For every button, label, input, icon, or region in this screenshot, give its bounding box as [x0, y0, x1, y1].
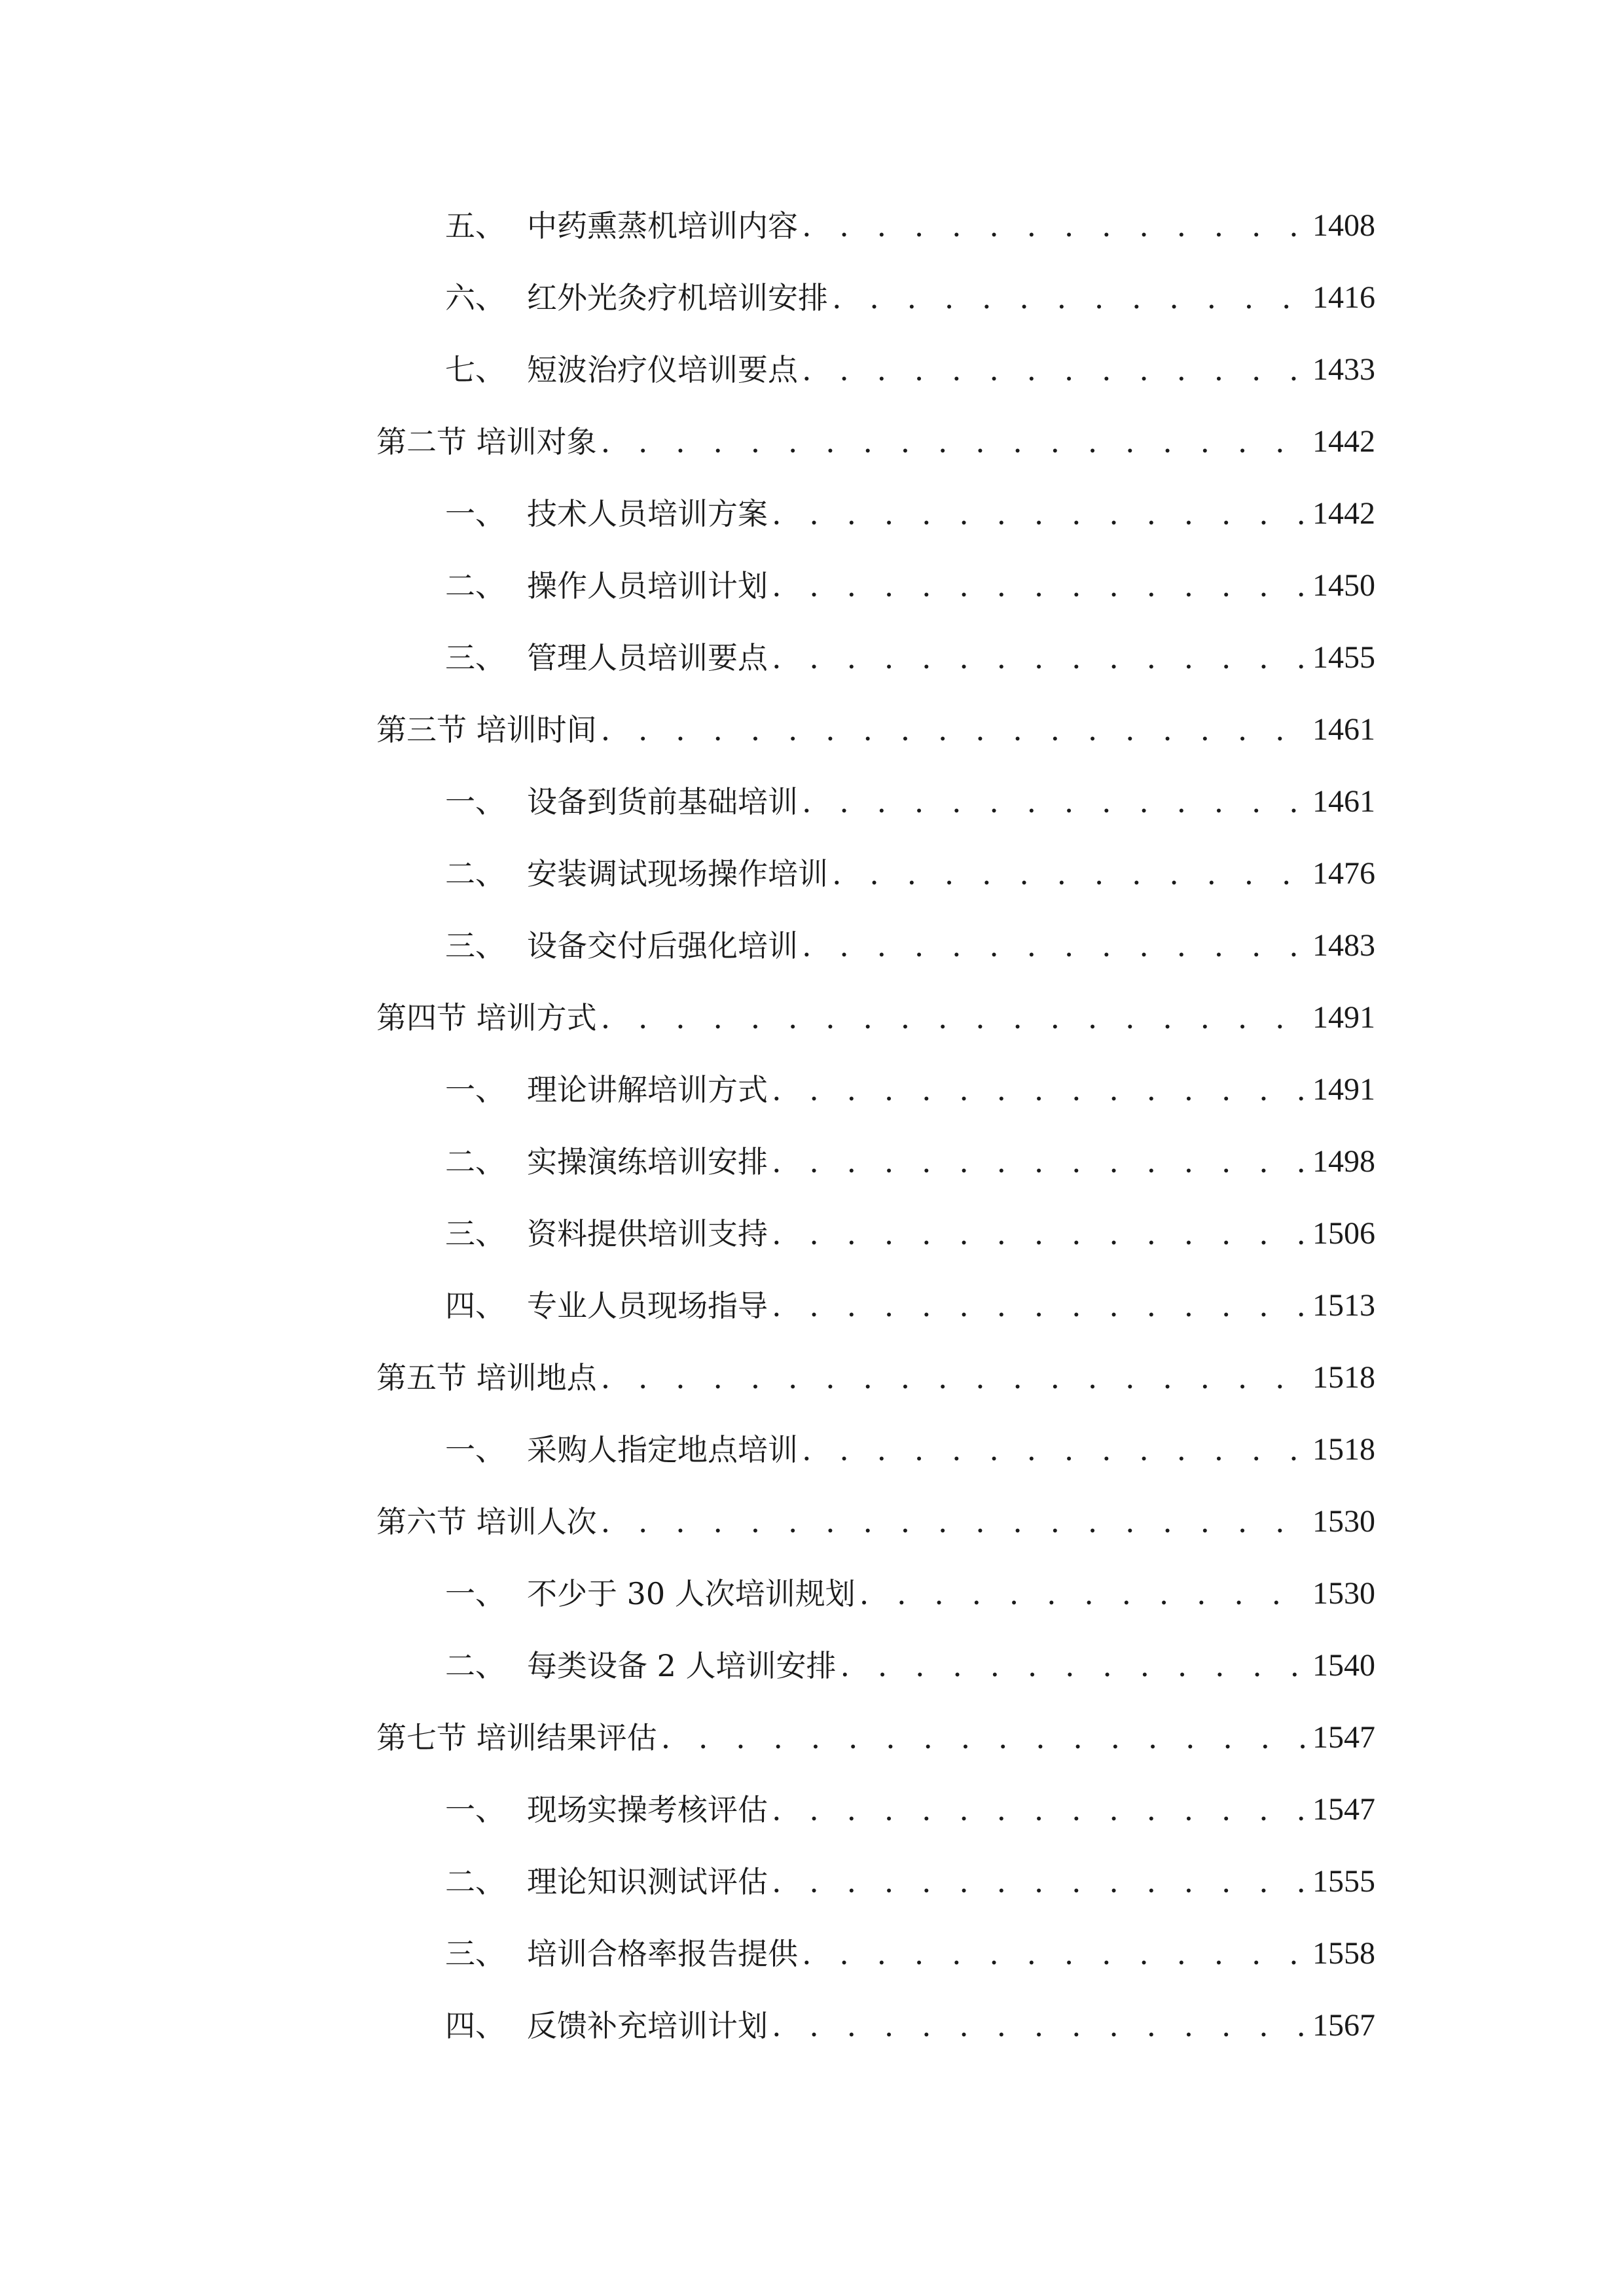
toc-section-entry[interactable]: [376, 1499, 1375, 1545]
toc-entry-title: 红外光灸疗机培训安排: [527, 280, 828, 315]
toc-entry[interactable]: [445, 347, 1375, 393]
toc-entry-page: 1558: [1312, 1936, 1375, 1971]
dot-leader: [840, 1643, 1306, 1689]
dot-leader: [772, 1283, 1306, 1329]
toc-section-entry[interactable]: [376, 707, 1375, 753]
toc-entry-page: 1483: [1312, 928, 1375, 963]
toc-entry-title: 第七节 培训结果评估: [376, 1720, 657, 1755]
toc-entry[interactable]: [445, 923, 1375, 969]
toc-entry[interactable]: [445, 203, 1375, 249]
dot-leader: [772, 2003, 1306, 2049]
toc-entry-number: 一、: [445, 496, 505, 531]
toc-entry-title: 专业人员现场指导: [527, 1288, 768, 1323]
toc-entry-title: 第三节 培训时间: [376, 712, 597, 747]
toc-entry-title: 资料提供培训支持: [527, 1216, 768, 1251]
toc-entry-title: 管理人员培训要点: [527, 640, 768, 675]
toc-entry-title: 第四节 培训方式: [376, 1000, 597, 1035]
dot-leader: [772, 491, 1306, 537]
toc-entry-page: 1476: [1312, 856, 1375, 891]
toc-entry-page: 1491: [1312, 1072, 1375, 1107]
toc-section-entry[interactable]: [376, 995, 1375, 1041]
toc-entry[interactable]: [445, 779, 1375, 825]
dot-leader: [802, 347, 1306, 393]
toc-entry[interactable]: [445, 563, 1375, 609]
toc-entry-number: 二、: [445, 568, 505, 603]
toc-entry-page: 1450: [1312, 568, 1375, 603]
toc-entry-number: 六、: [445, 280, 505, 315]
toc-entry-title: 培训合格率报告提供: [527, 1936, 798, 1971]
dot-leader: [661, 1715, 1306, 1761]
toc-entry-page: 1442: [1312, 496, 1375, 531]
toc-entry-number: 三、: [445, 928, 505, 963]
toc-entry[interactable]: [445, 1787, 1375, 1833]
toc-entry-page: 1518: [1312, 1360, 1375, 1395]
toc-entry-number: 一、: [445, 1072, 505, 1107]
toc-entry-number: 四、: [445, 2008, 505, 2043]
toc-entry[interactable]: [445, 851, 1375, 897]
dot-leader: [772, 563, 1306, 609]
toc-entry-page: 1506: [1312, 1216, 1375, 1251]
toc-entry-page: 1416: [1312, 280, 1375, 315]
toc-entry-page: 1408: [1312, 208, 1375, 243]
toc-entry[interactable]: [445, 1283, 1375, 1329]
toc-entry-title: 第六节 培训人次: [376, 1504, 597, 1539]
toc-entry-page: 1547: [1312, 1720, 1375, 1755]
dot-leader: [832, 275, 1306, 321]
toc-section-entry[interactable]: [376, 1355, 1375, 1401]
toc-entry-title: 采购人指定地点培训: [527, 1432, 798, 1467]
toc-entry[interactable]: [445, 275, 1375, 321]
toc-entry-number: 七、: [445, 352, 505, 387]
dot-leader: [772, 1859, 1306, 1905]
toc-entry-page: 1518: [1312, 1432, 1375, 1467]
toc-entry-number: 一、: [445, 1792, 505, 1827]
toc-entry[interactable]: [445, 1859, 1375, 1905]
toc-entry-page: 1567: [1312, 2008, 1375, 2043]
toc-entry[interactable]: [445, 1067, 1375, 1113]
dot-leader: [802, 923, 1306, 969]
toc-entry-page: 1513: [1312, 1288, 1375, 1323]
dot-leader: [772, 1787, 1306, 1833]
toc-entry-page: 1455: [1312, 640, 1375, 675]
toc-entry-number: 一、: [445, 1432, 505, 1467]
toc-entry-title: 第五节 培训地点: [376, 1360, 597, 1395]
toc-entry-title: 现场实操考核评估: [527, 1792, 768, 1827]
toc-entry-number: 二、: [445, 1648, 505, 1683]
dot-leader: [601, 419, 1306, 465]
dot-leader: [772, 635, 1306, 681]
toc-entry[interactable]: [445, 2003, 1375, 2049]
toc-entry-title: 反馈补充培训计划: [527, 2008, 768, 2043]
toc-entry-page: 1547: [1312, 1792, 1375, 1827]
toc-entry-number: 二、: [445, 1144, 505, 1179]
dot-leader: [601, 1355, 1306, 1401]
toc-entry-title: 第二节 培训对象: [376, 424, 597, 459]
toc-entry[interactable]: [445, 635, 1375, 681]
toc-entry-title: 设备交付后强化培训: [527, 928, 798, 963]
toc-entry-page: 1555: [1312, 1864, 1375, 1899]
toc-entry[interactable]: [445, 1427, 1375, 1473]
toc-entry[interactable]: [445, 491, 1375, 537]
toc-entry-page: 1433: [1312, 352, 1375, 387]
toc-entry-title: 操作人员培训计划: [527, 568, 768, 603]
dot-leader: [601, 1499, 1306, 1545]
toc-entry-number: 五、: [445, 208, 505, 243]
toc-entry-title: 理论讲解培训方式: [527, 1072, 768, 1107]
toc-entry-title: 中药熏蒸机培训内容: [527, 208, 798, 243]
toc-entry-page: 1498: [1312, 1144, 1375, 1179]
dot-leader: [802, 1931, 1306, 1977]
toc-entry-number: 二、: [445, 856, 505, 891]
toc-entry-page: 1530: [1312, 1576, 1375, 1611]
toc-entry-number: 一、: [445, 1576, 505, 1611]
toc-entry-title: 安装调试现场操作培训: [527, 856, 828, 891]
toc-entry-page: 1540: [1312, 1648, 1375, 1683]
dot-leader: [802, 1427, 1306, 1473]
toc-entry-page: 1442: [1312, 424, 1375, 459]
dot-leader: [601, 707, 1306, 753]
toc-entry-title: 短波治疗仪培训要点: [527, 352, 798, 387]
toc-entry-number: 三、: [445, 1936, 505, 1971]
dot-leader: [772, 1139, 1306, 1185]
toc-entry-number: 二、: [445, 1864, 505, 1899]
toc-entry[interactable]: [445, 1931, 1375, 1977]
toc-entry-title: 实操演练培训安排: [527, 1144, 768, 1179]
toc-entry-page: 1491: [1312, 1000, 1375, 1035]
dot-leader: [802, 203, 1306, 249]
dot-leader: [832, 851, 1306, 897]
toc-entry-page: 1530: [1312, 1504, 1375, 1539]
toc-entry-title: 理论知识测试评估: [527, 1864, 768, 1899]
toc-entry-number: 三、: [445, 640, 505, 675]
toc-entry-title: 每类设备 2 人培训安排: [527, 1648, 837, 1683]
toc-entry-page: 1461: [1312, 712, 1375, 747]
dot-leader: [859, 1571, 1306, 1617]
toc-entry-title: 不少于 30 人次培训规划: [527, 1576, 856, 1611]
toc-entry[interactable]: [445, 1139, 1375, 1185]
toc-entry-number: 一、: [445, 784, 505, 819]
dot-leader: [802, 779, 1306, 825]
toc-entry-page: 1461: [1312, 784, 1375, 819]
toc-entry-title: 技术人员培训方案: [527, 496, 768, 531]
dot-leader: [772, 1211, 1306, 1257]
dot-leader: [772, 1067, 1306, 1113]
toc-section-entry[interactable]: [376, 1715, 1375, 1761]
dot-leader: [601, 995, 1306, 1041]
toc-entry-number: 四、: [445, 1288, 505, 1323]
toc-entry-title: 设备到货前基础培训: [527, 784, 798, 819]
toc-section-entry[interactable]: [376, 419, 1375, 465]
toc-entry[interactable]: [445, 1643, 1375, 1689]
toc-entry[interactable]: [445, 1571, 1375, 1617]
toc-entry[interactable]: [445, 1211, 1375, 1257]
toc-entry-number: 三、: [445, 1216, 505, 1251]
